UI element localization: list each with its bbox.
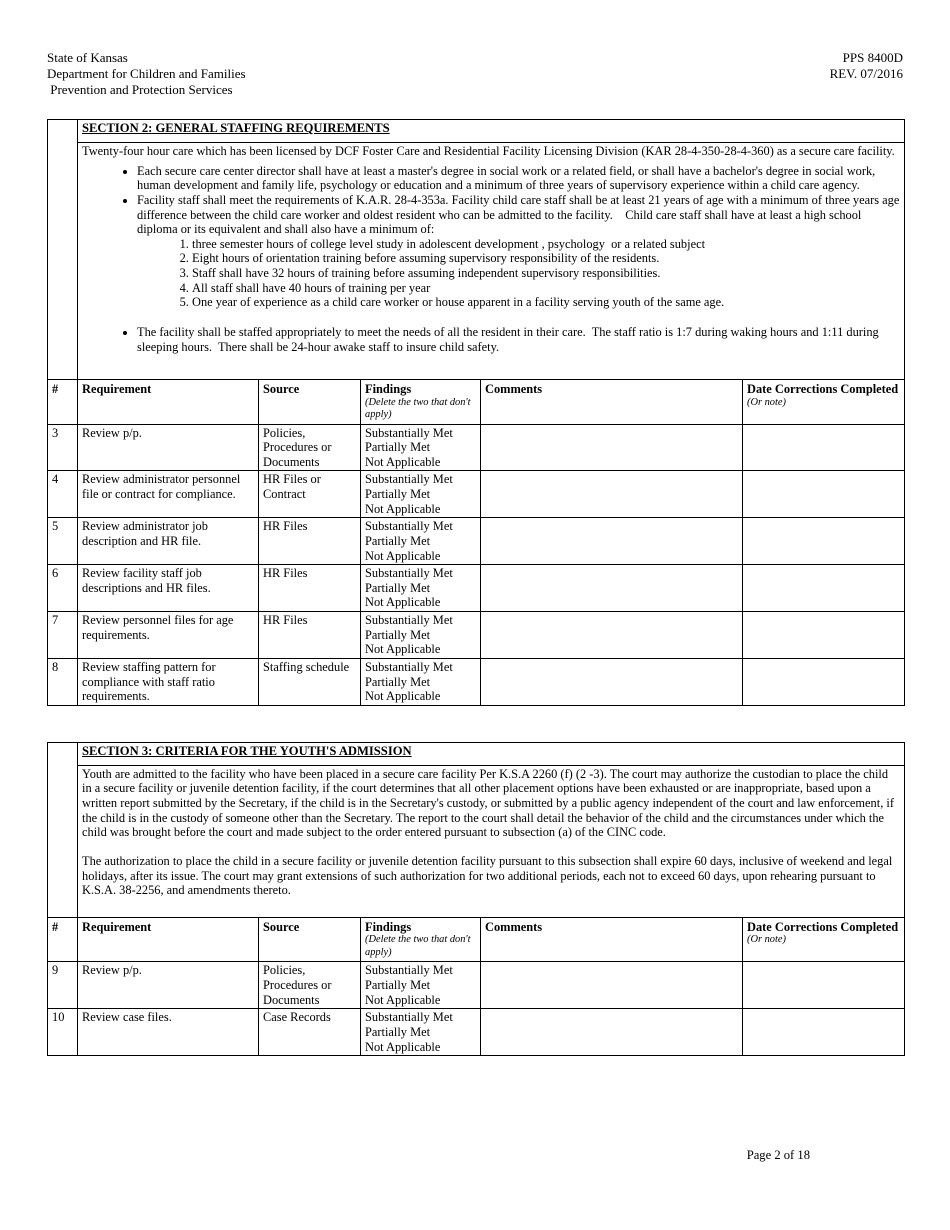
numbered-item: 3. Staff shall have 32 hours of training before assuming independent supervisory responsibilities. — [192, 266, 900, 281]
comments-cell[interactable] — [481, 962, 743, 1009]
findings-note: (Delete the two that don't apply) — [365, 934, 471, 958]
table-header-row — [48, 380, 905, 425]
date-corrections-cell[interactable] — [743, 658, 905, 705]
col-header-source: Source — [259, 380, 361, 425]
source-cell: Case Records — [259, 1009, 361, 1056]
table-row — [48, 471, 905, 518]
table-row — [48, 424, 905, 471]
section2-numbered-list — [137, 237, 900, 310]
findings-option[interactable]: Substantially Met — [365, 519, 453, 534]
section2-intro: Twenty-four hour care which has been licensed by DCF Foster Care and Residential Facility Licensing Division (KAR 28-4-350-28-4-360) as a secure care facility. — [82, 144, 895, 158]
findings-option[interactable]: Substantially Met — [365, 963, 453, 978]
bullet-item: • Each secure care center director shall have at least a master's degree in social work or a related field, or shall have a bachelor's degree in social work, human development and family life, psychology or education and a minimum of three years of supervisory experience within a child care agency. — [137, 164, 900, 193]
requirement-cell: Review case files. — [78, 1009, 259, 1056]
agency-line: Prevention and Protection Services — [47, 82, 233, 97]
numbered-item: 5. One year of experience as a child care worker or house apparent in a facility serving youth of the same age. — [192, 295, 900, 310]
findings-cell — [361, 612, 481, 659]
row-number: 9 — [48, 962, 78, 1009]
comments-cell[interactable] — [481, 1009, 743, 1056]
agency-line: State of Kansas — [47, 50, 128, 65]
source-cell: Policies, Procedures or Documents — [259, 424, 361, 471]
findings-option[interactable]: Partially Met — [365, 627, 431, 642]
section2-title-cell — [78, 120, 905, 143]
comments-cell[interactable] — [481, 565, 743, 612]
date-corrections-cell[interactable] — [743, 565, 905, 612]
table-row — [48, 518, 905, 565]
date-corrections-cell[interactable] — [743, 1009, 905, 1056]
agency-block — [47, 50, 246, 98]
requirement-cell: Review administrator personnel file or contract for compliance. — [78, 471, 259, 518]
findings-option[interactable]: Substantially Met — [365, 1010, 453, 1025]
col-header-comments: Comments — [481, 917, 743, 962]
col-header-findings: Findings (Delete the two that don't apply) — [361, 380, 481, 425]
section2-body — [78, 143, 905, 380]
col-header-num: # — [48, 917, 78, 962]
comments-cell[interactable] — [481, 471, 743, 518]
findings-cell — [361, 518, 481, 565]
findings-option[interactable]: Substantially Met — [365, 472, 453, 487]
findings-option[interactable]: Partially Met — [365, 580, 431, 595]
comments-cell[interactable] — [481, 658, 743, 705]
source-cell: Staffing schedule — [259, 658, 361, 705]
col-header-source: Source — [259, 917, 361, 962]
table-header-row — [48, 917, 905, 962]
col-header-requirement: Requirement — [78, 380, 259, 425]
section3-title: SECTION 3: CRITERIA FOR THE YOUTH'S ADMISSION — [82, 743, 412, 758]
findings-cell — [361, 565, 481, 612]
comments-cell[interactable] — [481, 518, 743, 565]
date-corrections-cell[interactable] — [743, 518, 905, 565]
date-corrections-cell[interactable] — [743, 612, 905, 659]
table-row — [48, 565, 905, 612]
agency-line: Department for Children and Families — [47, 66, 246, 81]
letterhead — [47, 50, 903, 98]
page-number: Page 2 of 18 — [746, 1148, 810, 1163]
findings-option[interactable]: Partially Met — [365, 1024, 431, 1039]
source-cell: HR Files — [259, 518, 361, 565]
section2-table — [47, 119, 905, 706]
col-header-findings: Findings (Delete the two that don't apply) — [361, 917, 481, 962]
findings-option[interactable]: Substantially Met — [365, 659, 453, 674]
row-number: 4 — [48, 471, 78, 518]
section3-paragraph: Youth are admitted to the facility who have been placed in a secure care facility Per K.S.A 2260 (f) (2 -3). The court may authorize the custodian to place the child in a secure facility or juvenile detention facility, if the court determines that all other placement options have been exhausted or are inappropriate, based upon a written report submitted by the Secretary, if the child is in the Secretary's custody, or submitted by a public agency independent of the court and law enforcement, if the child is in the custody of someone other than the Secretary. The report to the court shall detail the behavior of the child and the circumstances under which the child was brought before the court and made subject to the order entered pursuant to subsection (a) of the CINC code. — [82, 766, 898, 840]
source-cell: HR Files — [259, 565, 361, 612]
section3-table — [47, 742, 905, 1056]
date-note: (Or note) — [747, 396, 786, 408]
requirement-cell: Review p/p. — [78, 962, 259, 1009]
source-cell: HR Files or Contract — [259, 471, 361, 518]
findings-option[interactable]: Not Applicable — [365, 501, 441, 516]
requirement-cell: Review p/p. — [78, 424, 259, 471]
col-header-requirement: Requirement — [78, 917, 259, 962]
section-gutter — [48, 742, 78, 917]
findings-option[interactable]: Partially Met — [365, 487, 431, 502]
section-gutter — [48, 120, 78, 380]
findings-option[interactable]: Partially Met — [365, 533, 431, 548]
findings-option[interactable]: Not Applicable — [365, 595, 441, 610]
row-number: 7 — [48, 612, 78, 659]
section3-paragraph: The authorization to place the child in a secure facility or juvenile detention facility pursuant to this subsection shall expire 60 days, inclusive of weekend and legal holidays, after its issue. The court may grant extensions of such authorization for two additional periods, each not to exceed 60 days, upon rehearing pursuant to K.S.A. 38-2256, and amendments thereto. — [82, 853, 896, 898]
date-corrections-cell[interactable] — [743, 424, 905, 471]
table-row — [48, 612, 905, 659]
bullet-item: • The facility shall be staffed appropriately to meet the needs of all the resident in their care. The staff ratio is 1:7 during waking hours and 1:11 during sleeping hours. There shall be 24-hour awake staff to insure child safety. — [137, 325, 900, 354]
findings-cell — [361, 424, 481, 471]
findings-option[interactable]: Not Applicable — [365, 992, 441, 1007]
col-header-num: # — [48, 380, 78, 425]
date-note: (Or note) — [747, 934, 786, 946]
findings-option[interactable]: Not Applicable — [365, 689, 441, 704]
comments-cell[interactable] — [481, 612, 743, 659]
table-row — [48, 1009, 905, 1056]
findings-cell — [361, 471, 481, 518]
comments-cell[interactable] — [481, 424, 743, 471]
findings-option[interactable]: Not Applicable — [365, 1039, 441, 1054]
row-number: 10 — [48, 1009, 78, 1056]
findings-option[interactable]: Substantially Met — [365, 566, 453, 581]
findings-cell — [361, 962, 481, 1009]
findings-option[interactable]: Substantially Met — [365, 613, 453, 628]
date-corrections-cell[interactable] — [743, 962, 905, 1009]
findings-option[interactable]: Partially Met — [365, 674, 431, 689]
section3-title-cell — [78, 742, 905, 765]
numbered-item: 1. three semester hours of college level study in adolescent development , psychology or a related subject — [192, 237, 900, 252]
col-header-date-corrections: Date Corrections Completed (Or note) — [743, 380, 905, 425]
requirement-cell: Review staffing pattern for compliance with staff ratio requirements. — [78, 658, 259, 705]
findings-option[interactable]: Not Applicable — [365, 548, 441, 563]
findings-option[interactable]: Partially Met — [365, 978, 431, 993]
date-corrections-cell[interactable] — [743, 471, 905, 518]
requirement-cell: Review personnel files for age requirements. — [78, 612, 259, 659]
findings-cell — [361, 1009, 481, 1056]
numbered-item: 2. Eight hours of orientation training before assuming supervisory responsibility of the residents. — [192, 251, 900, 266]
findings-option[interactable]: Substantially Met — [365, 425, 453, 440]
col-header-date-corrections: Date Corrections Completed (Or note) — [743, 917, 905, 962]
requirement-cell: Review administrator job description and HR file. — [78, 518, 259, 565]
findings-note: (Delete the two that don't apply) — [365, 396, 471, 421]
section3-body — [78, 765, 905, 917]
findings-option[interactable]: Not Applicable — [365, 454, 441, 469]
findings-cell — [361, 658, 481, 705]
bullet-item: • Facility staff shall meet the requirements of K.A.R. 28-4-353a. Facility child care staff shall be at least 21 years of age with a minimum of three years age difference between the child care worker and oldest resident who can be admitted to the facility. Child care staff shall have at least a high school diploma or its equivalent and shall also have a minimum of: 1. three semester hours of college level study in adolescent development , psychology or a related subject 2. Eight hours of orientation training before assuming supervisory responsibility of the residents. 3. Staff shall have 32 hours of training before assuming independent supervisory responsibilities. 4. All staff shall have 40 hours of training per year 5. One year of experience as a child care worker or house apparent in a facility serving youth of the same age. — [137, 193, 900, 310]
table-row — [48, 962, 905, 1009]
numbered-item: 4. All staff shall have 40 hours of training per year — [192, 281, 900, 296]
source-cell: Policies, Procedures or Documents — [259, 962, 361, 1009]
source-cell: HR Files — [259, 612, 361, 659]
row-number: 6 — [48, 565, 78, 612]
form-id-block — [830, 50, 903, 98]
col-header-comments: Comments — [481, 380, 743, 425]
section2-bullet-list — [82, 163, 903, 355]
section2-title: SECTION 2: GENERAL STAFFING REQUIREMENTS — [82, 121, 390, 135]
row-number: 5 — [48, 518, 78, 565]
requirement-cell: Review facility staff job descriptions and HR files. — [78, 565, 259, 612]
table-row — [48, 658, 905, 705]
form-revision: REV. 07/2016 — [829, 66, 903, 81]
row-number: 8 — [48, 658, 78, 705]
form-number: PPS 8400D — [842, 50, 903, 65]
section-gap — [47, 706, 903, 742]
findings-option[interactable]: Partially Met — [365, 440, 431, 455]
findings-option[interactable]: Not Applicable — [365, 642, 441, 657]
row-number: 3 — [48, 424, 78, 471]
